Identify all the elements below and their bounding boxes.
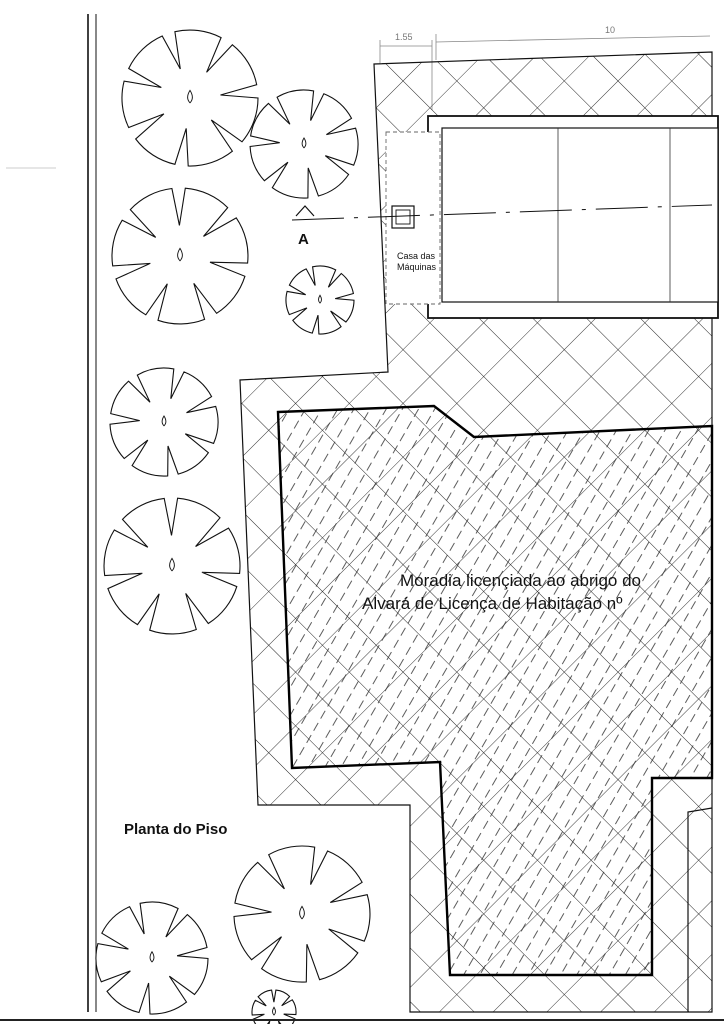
- tree-icon: [234, 846, 370, 982]
- machine-room-label-line2: Máquinas: [397, 262, 437, 272]
- house-label-line1: Moradia licençiada ao abrigo do: [400, 571, 641, 590]
- tree-icon: [286, 266, 354, 334]
- dimension-right-label: 10: [605, 25, 616, 35]
- house-label-line2: Alvará de Licença de Habitação nº: [362, 594, 623, 613]
- drawing-title: Planta do Piso: [124, 821, 228, 838]
- machine-room-box: [392, 206, 414, 228]
- machine-room-label-line1: Casa das: [397, 251, 436, 261]
- pool-water: [442, 128, 718, 302]
- tree-icon: [110, 368, 218, 476]
- section-marker-label: A: [298, 231, 309, 248]
- tree-icon: [104, 498, 240, 634]
- dimension-left-label: 1.55: [395, 32, 413, 42]
- section-arrow: [296, 206, 314, 216]
- tree-icon: [250, 90, 358, 198]
- tree-icon: [96, 902, 208, 1014]
- tree-icon: [112, 188, 248, 324]
- tree-icon: [122, 30, 258, 166]
